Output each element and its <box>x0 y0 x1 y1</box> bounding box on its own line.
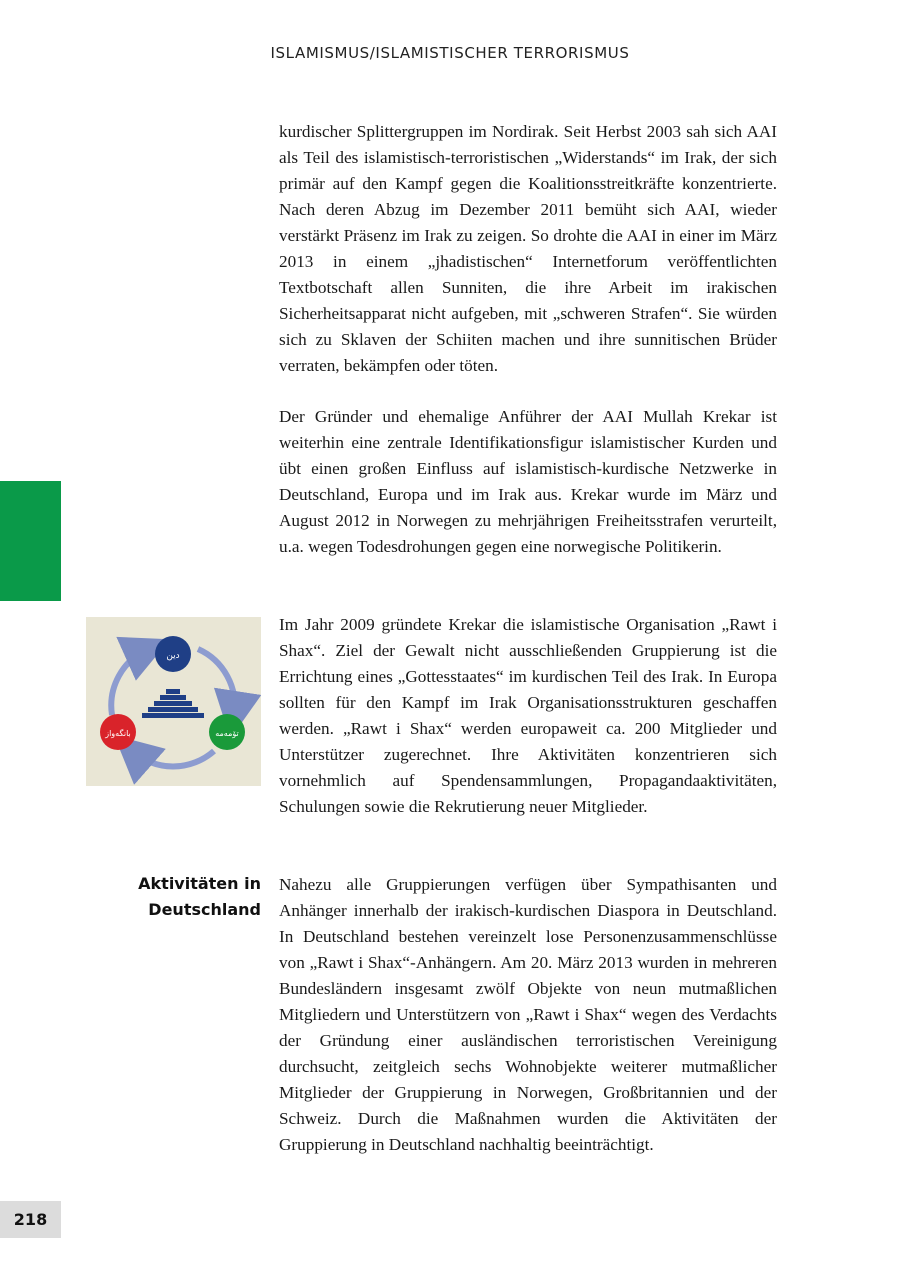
label-top: دین <box>166 651 180 661</box>
rawt-i-shax-logo <box>86 617 261 786</box>
cycle-arrow-top-right <box>198 649 235 715</box>
section-color-tab <box>0 481 61 601</box>
body-column-2 <box>279 404 777 560</box>
paragraph-activities-germany: Nahezu alle Gruppierungen verfügen über Sympathisanten und Anhänger innerhalb der irakisch-kurdischen Diaspora in Deutschland. In Deutschland bestehen vereinzelt lose Personenzusammenschlüsse von „Rawt i Shax“-Anhängern. Am 20. März 2013 wurden in mehreren Bundesländern insgesamt zwölf Objekte von neun mutmaßlichen Mitgliedern und Unterstützern von „Rawt i Shax“ wegen des Verdachts der Gründung einer ausländischen terroristischen Vereinigung durchsucht, zeitgleich sechs Wohnobjekte weiterer mutmaßlicher Mitglieder der Gruppierung in Norwegen, Großbritannien und der Schweiz. Durch die Maßnahmen wurden die Aktivitäten der Gruppierung in Deutschland nachhaltig beeinträchtigt. <box>279 875 777 1154</box>
label-left: بانگەواز <box>105 729 131 738</box>
running-title: ISLAMISMUS/ISLAMISTISCHER TERRORISMUS <box>270 44 630 62</box>
body-column-1 <box>279 119 777 379</box>
side-heading <box>110 871 261 923</box>
label-right: تۆمەمە <box>215 729 239 738</box>
body-column-4 <box>279 872 777 1158</box>
side-heading-line1: Aktivitäten in <box>138 874 261 893</box>
paragraph-aai-threat: kurdischer Splittergruppen im Nordirak. Seit Herbst 2003 sah sich AAI als Teil des islamistisch-terroristischen „Widerstands“ im Irak, der sich primär auf den Kampf gegen die Koalitionsstreitkräfte konzentrierte. Nach deren Abzug im Dezember 2011 bemüht sich AAI, wieder verstärkt Präsenz im Irak zu zeigen. So drohte die AAI in einer im März 2013 in einem „jhadistischen“ Internetforum veröffentlichten Textbotschaft allen Sunniten, die ihre Arbeit im irakischen Sicherheitsapparat nicht aufgeben, mit „schweren Strafen“. Sie würden sich zu Sklaven der Schiiten machen und ihre sunnitischen Brüder verraten, bekämpfen oder töten. <box>279 122 777 375</box>
cycle-arrow-bottom <box>132 751 214 766</box>
cycle-arrow-top-left <box>111 649 148 715</box>
page-number: 218 <box>0 1201 61 1238</box>
paragraph-krekar: Der Gründer und ehemalige Anführer der AAI Mullah Krekar ist weiterhin eine zentrale Identifikationsfigur islamistischer Kurden und übt einen großen Einfluss auf islamistisch-kurdische Netzwerke in Deutschland, Europa und im Irak aus. Krekar wurde im März und August 2012 in Norwegen zu mehrjährigen Freiheitsstrafen verurteilt, u.a. wegen Todesdrohungen gegen eine norwegische Politikerin. <box>279 407 777 556</box>
side-heading-line2: Deutschland <box>148 900 261 919</box>
rawt-i-shax-logo-figure <box>86 617 261 786</box>
paragraph-rawt-i-shax: Im Jahr 2009 gründete Krekar die islamistische Organisation „Rawt i Shax“. Ziel der Gewalt nicht ausschließenden Gruppierung ist die Errichtung eines „Gottesstaates“ im kurdischen Teil des Irak. In Europa sollten für den Kampf im Irak Organisationsstrukturen geschaffen werden. „Rawt i Shax“ werden europaweit ca. 200 Mitglieder und Unterstützer zugerechnet. Ihre Aktivitäten konzentrieren sich vornehmlich auf Spendensammlungen, Propagandaaktivitäten, Schulungen sowie die Rekrutierung neuer Mitglieder. <box>279 615 777 816</box>
body-column-3 <box>279 612 777 820</box>
brick-pyramid-icon <box>142 689 204 718</box>
